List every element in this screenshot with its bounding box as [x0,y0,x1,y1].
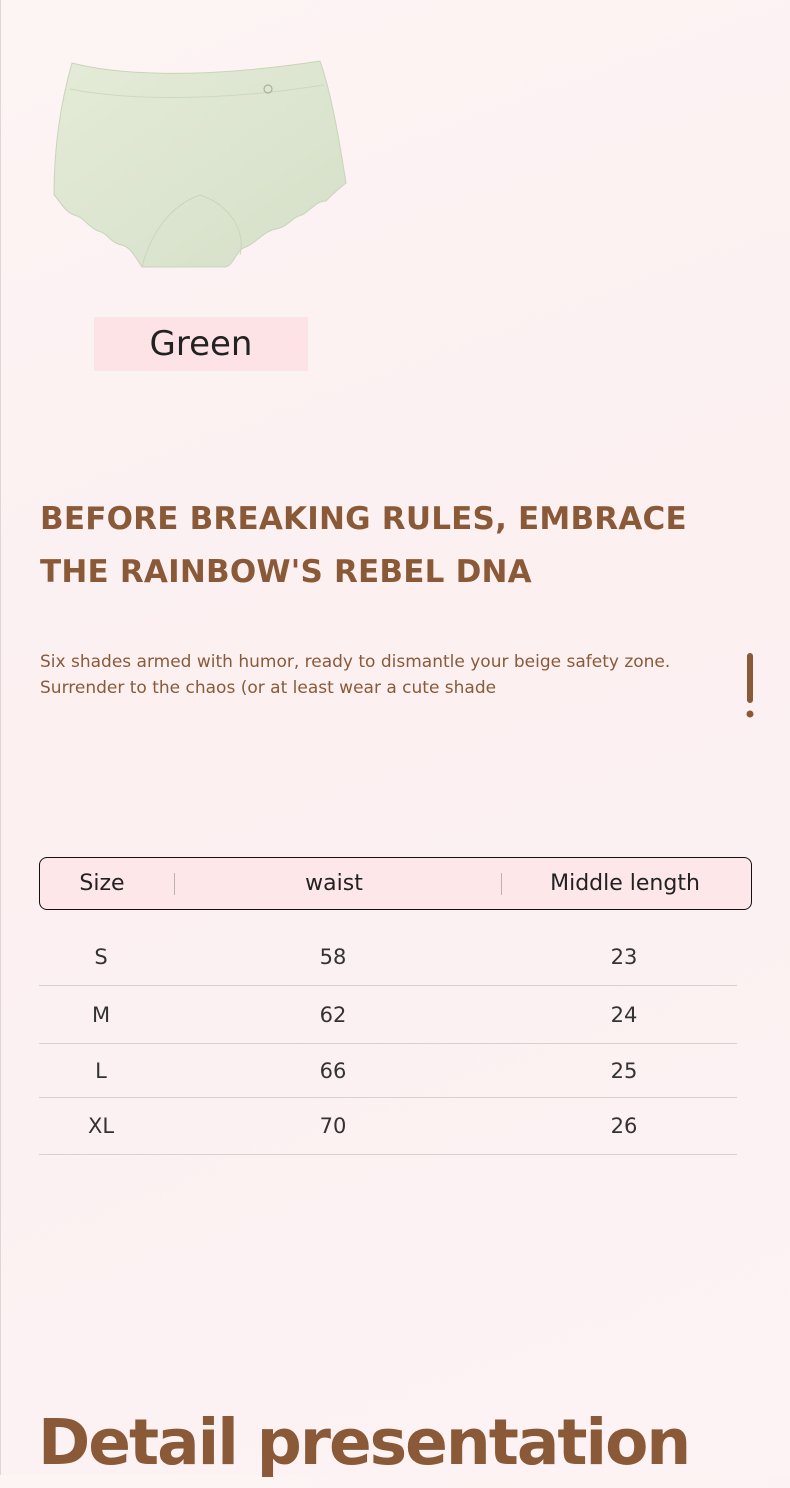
cell-waist: 70 [319,1114,347,1138]
headline [40,493,740,599]
page-left-border [0,0,1,1475]
cell-middle-length: 24 [610,1002,638,1027]
panty-icon [50,55,350,275]
cell-middle-length: 25 [610,1058,638,1083]
exclamation-icon [738,650,762,722]
header-size: Size [79,870,125,896]
header-waist: waist [305,870,363,896]
cell-waist: 66 [319,1058,347,1083]
headline-line-1: BEFORE BREAKING RULES, EMBRACE [40,501,687,537]
table-row [39,929,737,986]
cell-middle-length: 23 [610,945,638,969]
size-chart [39,857,752,1138]
size-chart-header [39,857,752,910]
cell-middle-length: 26 [610,1114,638,1138]
cell-size: L [95,1058,107,1083]
table-row [39,1098,737,1155]
cell-waist: 58 [319,945,347,969]
header-middle-length: Middle length [550,870,700,896]
cell-waist: 62 [319,1002,347,1027]
table-row [39,1044,737,1098]
header-divider [501,873,502,895]
section-title: Detail presentation [38,1406,690,1479]
headline-line-2: THE RAINBOW'S REBEL DNA [40,554,532,590]
cell-size: XL [87,1114,115,1138]
cell-size: S [94,945,108,969]
table-row [39,986,737,1044]
color-label: Green [94,317,308,371]
cell-size: M [91,1002,111,1027]
description-text: Six shades armed with humor, ready to dismantle your beige safety zone. Surrender to the chaos (or at least wear a cute shade [40,652,671,698]
